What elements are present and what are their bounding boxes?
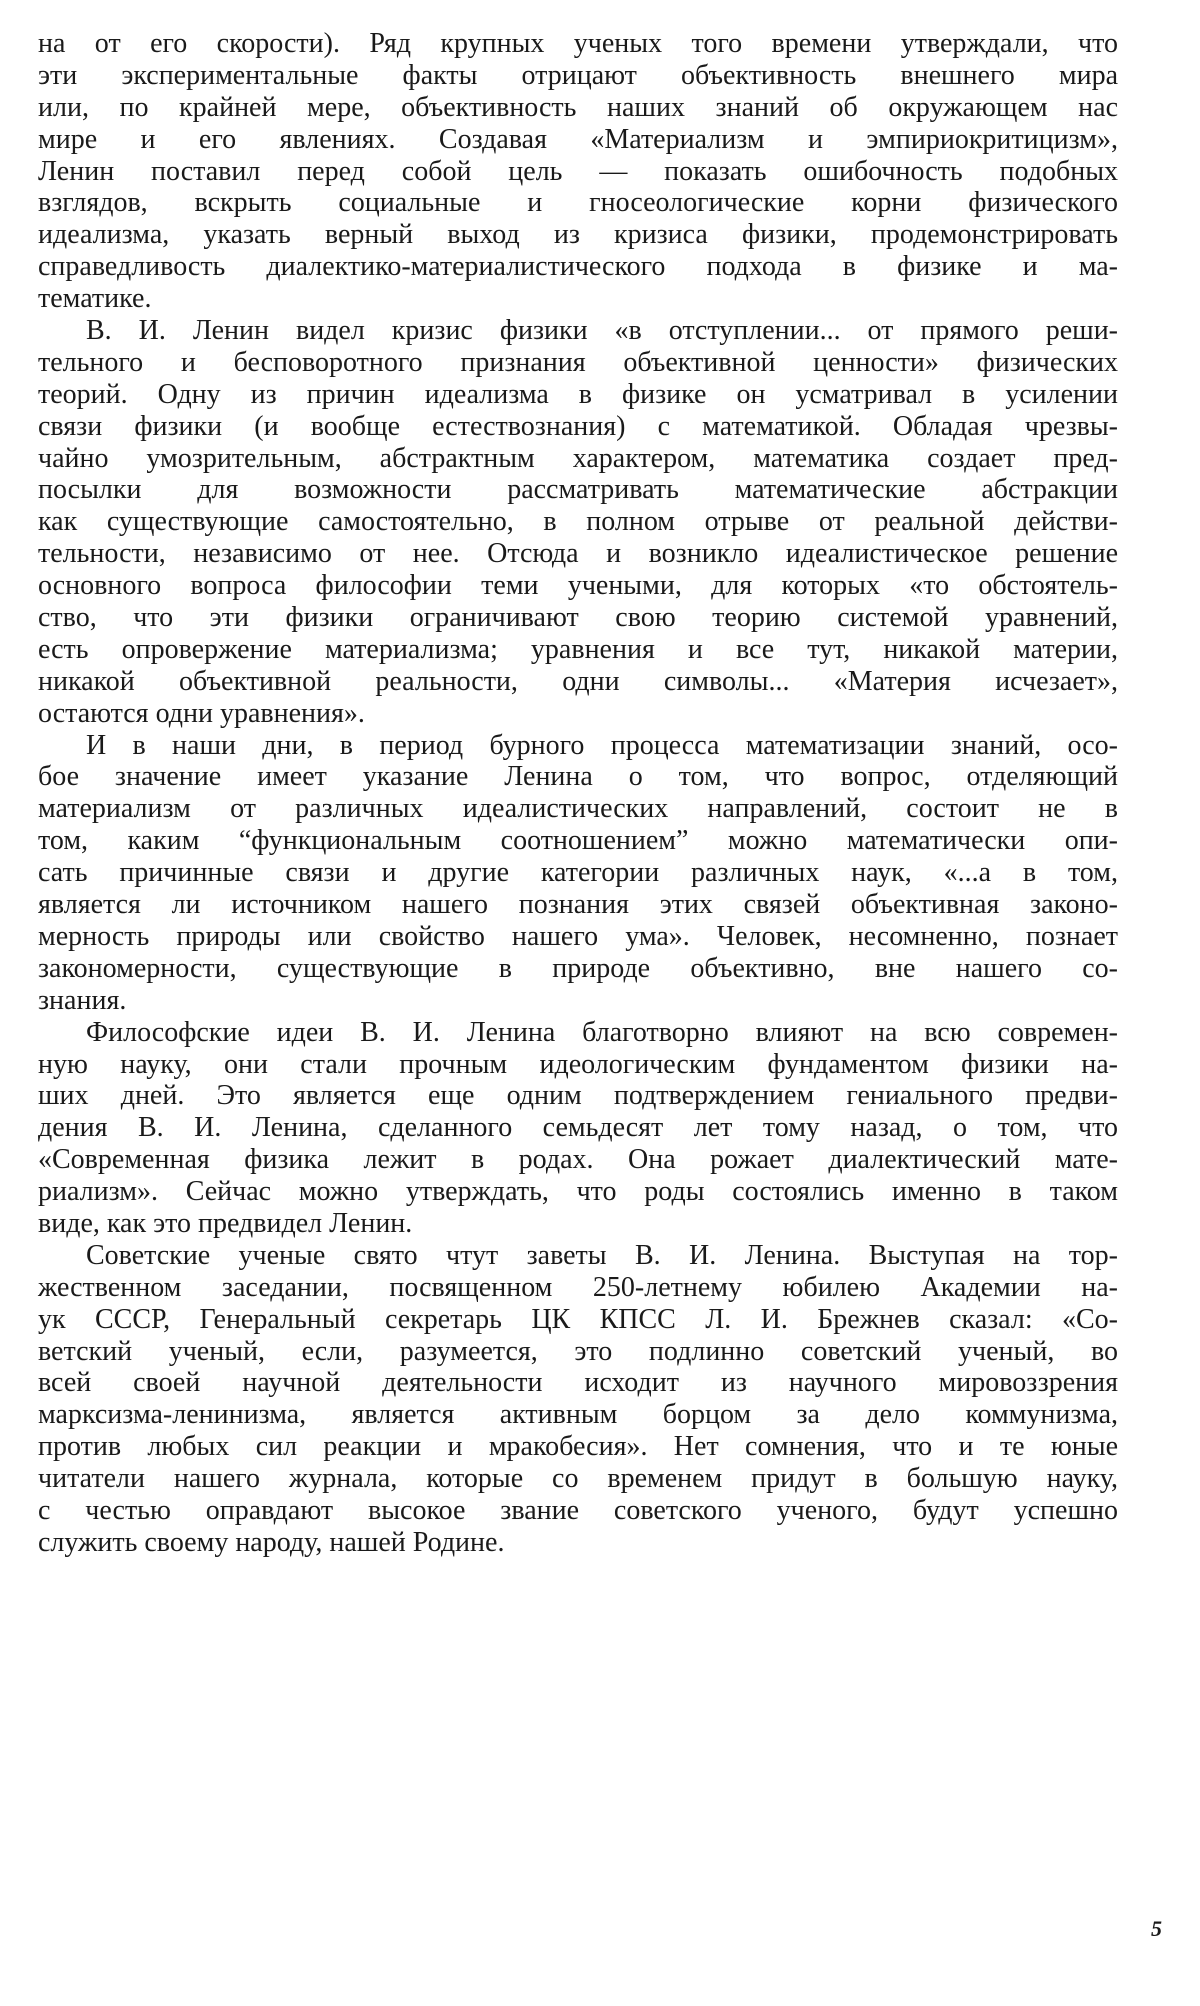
text-line: посылки для возможности рассматривать математические абстракции [38,474,1118,506]
text-line: мире и его явлениях. Создавая «Материализм и эмпириокритицизм», [38,123,1118,155]
text-line: связи физики (и вообще естествознания) с математикой. Обладая чрезвы- [38,410,1118,442]
text-line: И в наши дни, в период бурного процесса математизации знаний, осо- [86,729,1118,761]
text-line: дения В. И. Ленина, сделанного семьдесят лет тому назад, о том, что [38,1112,1118,1144]
text-line: является ли источником нашего познания этих связей объективная законо- [38,889,1118,921]
text-line: Ленин поставил перед собой цель — показать ошибочность подобных [38,155,1118,187]
text-line: теорий. Одну из причин идеализма в физике он усматривал в усилении [38,378,1118,410]
text-line: тельности, независимо от нее. Отсюда и возникло идеалистическое решение [38,538,1118,570]
article-body [38,28,1118,1559]
text-line: основного вопроса философии теми учеными, для которых «то обстоятель- [38,570,1118,602]
paragraph [38,1017,1118,1240]
text-line: жественном заседании, посвященном 250-летнему юбилею Академии на- [38,1271,1118,1303]
text-line: Советские ученые свято чтут заветы В. И. Ленина. Выступая на тор- [86,1239,1118,1271]
text-line: закономерности, существующие в природе объективно, вне нашего со- [38,952,1118,984]
paragraph [38,315,1118,730]
text-line: чайно умозрительным, абстрактным характером, математика создает пред- [38,442,1118,474]
paragraph [38,28,1118,315]
text-line: эти экспериментальные факты отрицают объективность внешнего мира [38,59,1118,91]
text-line: всей своей научной деятельности исходит из научного мировоззрения [38,1367,1118,1399]
text-line: ство, что эти физики ограничивают свою теорию системой уравнений, [38,602,1118,634]
text-line: ших дней. Это является еще одним подтверждением гениального предви- [38,1080,1118,1112]
text-line: справедливость диалектико-материалистического подхода в физике и ма- [38,251,1118,283]
text-line: остаются одни уравнения». [38,697,365,729]
text-line: как существующие самостоятельно, в полном отрыве от реальной действи- [38,506,1118,538]
text-line: тематике. [38,283,152,315]
text-line: никакой объективной реальности, одни символы... «Материя исчезает», [38,665,1118,697]
text-line: Философские идеи В. И. Ленина благотворно влияют на всю современ- [86,1016,1118,1048]
text-line: с честью оправдают высокое звание советского ученого, будут успешно [38,1494,1118,1526]
text-line: взглядов, вскрыть социальные и гносеологические корни физического [38,187,1118,219]
text-line: том, каким “функциональным соотношением” можно математически опи- [38,825,1118,857]
text-line: есть опровержение материализма; уравнения и все тут, никакой материи, [38,633,1118,665]
text-line: служить своему народу, нашей Родине. [38,1526,505,1558]
text-line: ную науку, они стали прочным идеологическим фундаментом физики на- [38,1048,1118,1080]
text-line: В. И. Ленин видел кризис физики «в отступлении... от прямого реши- [86,315,1118,347]
text-line: марксизма-ленинизма, является активным борцом за дело коммунизма, [38,1399,1118,1431]
text-line: мерность природы или свойство нашего ума». Человек, несомненно, познает [38,920,1118,952]
text-line: риализм». Сейчас можно утверждать, что роды состоялись именно в таком [38,1176,1118,1208]
text-line: или, по крайней мере, объективность наших знаний об окружающем нас [38,91,1118,123]
text-line: «Современная физика лежит в родах. Она рожает диалектический мате- [38,1144,1118,1176]
text-line: виде, как это предвидел Ленин. [38,1207,413,1239]
text-line: ук СССР, Генеральный секретарь ЦК КПСС Л. И. Брежнев сказал: «Со- [38,1303,1118,1335]
page-number: 5 [1151,1916,1162,1941]
text-line: ветский ученый, если, разумеется, это подлинно советский ученый, во [38,1335,1118,1367]
text-line: тельного и бесповоротного признания объективной ценности» физических [38,346,1118,378]
text-line: против любых сил реакции и мракобесия». Нет сомнения, что и те юные [38,1431,1118,1463]
text-line: читатели нашего журнала, которые со временем придут в большую науку, [38,1463,1118,1495]
text-line: материализм от различных идеалистических направлений, состоит не в [38,793,1118,825]
paragraph [38,1240,1118,1559]
text-line: сать причинные связи и другие категории различных наук, «...а в том, [38,857,1118,889]
text-line: на от его скорости). Ряд крупных ученых того времени утверждали, что [38,28,1118,59]
paragraph [38,730,1118,1017]
text-line: знания. [38,984,127,1016]
text-line: идеализма, указать верный выход из кризиса физики, продемонстрировать [38,219,1118,251]
text-line: бое значение имеет указание Ленина о том, что вопрос, отделяющий [38,761,1118,793]
